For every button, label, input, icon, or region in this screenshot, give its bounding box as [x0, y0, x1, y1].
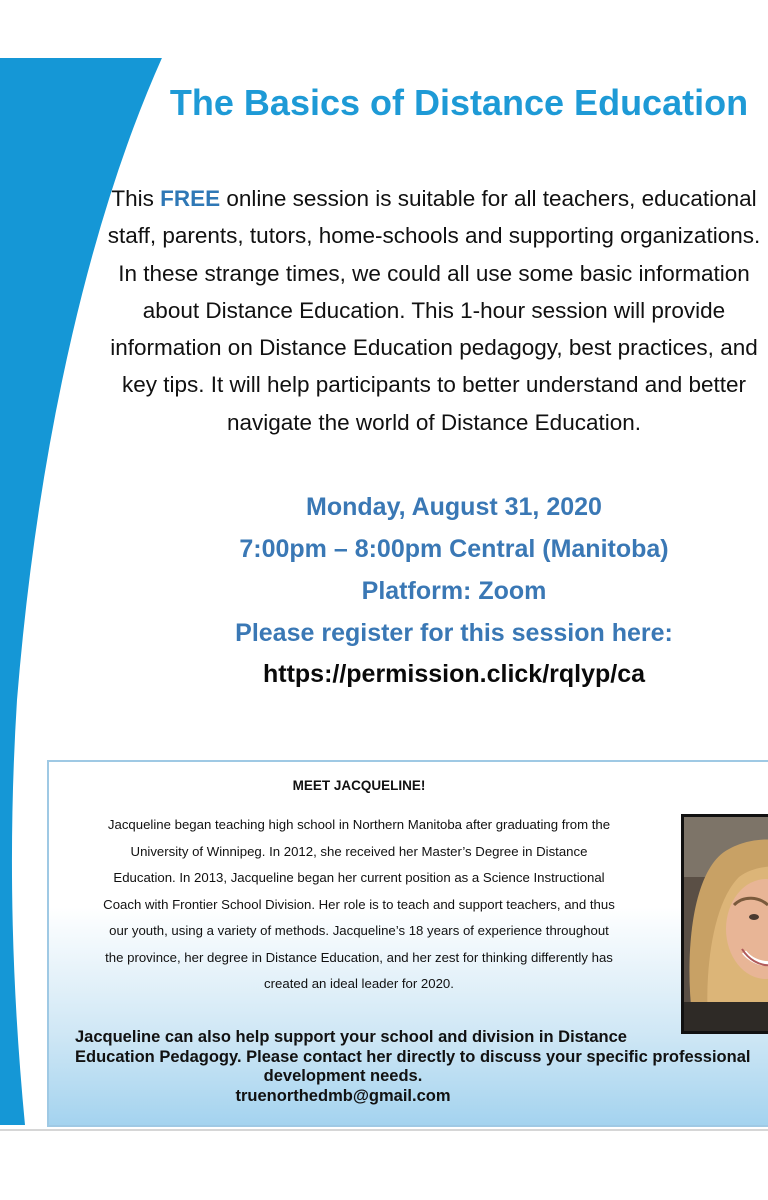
register-prompt: Please register for this session here:: [235, 619, 673, 647]
bio-heading: MEET JACQUELINE!: [292, 778, 426, 793]
intro-line-1-pre: This: [111, 186, 161, 211]
bio-line: Education. In 2013, Jacqueline began her current position as a Science Instructional: [113, 870, 605, 885]
cta-line-1: Jacqueline can also help support your school and division in Distance: [75, 1028, 627, 1046]
intro-line-7: navigate the world of Distance Education.: [227, 409, 641, 435]
intro-line-1-post: online session is suitable for all teachers, educational: [220, 186, 757, 211]
portrait-illustration: [684, 817, 768, 1031]
bio-line: University of Winnipeg. In 2012, she received her Master’s Degree in Distance: [130, 843, 588, 859]
cta-line-3: development needs.: [263, 1067, 423, 1085]
page-title: The Basics of Distance Education: [169, 82, 749, 123]
event-time: 7:00pm – 8:00pm Central (Manitoba): [239, 535, 669, 563]
bio-line: Coach with Frontier School Division. Her role is to teach and support teachers, and thus: [103, 896, 615, 912]
intro-line-6: key tips. It will help participants to better understand and better: [121, 372, 747, 398]
intro-line-4: about Distance Education. This 1-hour session will provide: [142, 297, 726, 323]
registration-link[interactable]: https://permission.click/rqlyp/ca: [262, 660, 646, 688]
bio-line: our youth, using a variety of methods. Jacqueline’s 18 years of experience throughout: [109, 923, 609, 938]
cta-line-2: Education Pedagogy. Please contact her directly to discuss your specific professional: [75, 1047, 751, 1066]
contact-email[interactable]: truenorthedmb@gmail.com: [235, 1086, 451, 1105]
bio-line: the province, her degree in Distance Education, and her zest for thinking differently has: [105, 949, 613, 965]
event-date: Monday, August 31, 2020: [306, 493, 602, 521]
bio-paragraph: [63, 812, 655, 998]
jacqueline-photo: [681, 814, 768, 1034]
intro-line-1: [100, 180, 768, 217]
free-emphasis: FREE: [160, 186, 221, 211]
bio-line: Jacqueline began teaching high school in Northern Manitoba after graduating from the: [107, 817, 611, 832]
bio-line: created an ideal leader for 2020.: [264, 976, 454, 991]
event-details: [140, 486, 768, 654]
intro-paragraph: [100, 180, 768, 441]
intro-line-5: information on Distance Education pedagogy, best practices, and: [110, 335, 758, 361]
event-platform: Platform: Zoom: [361, 577, 547, 605]
intro-line-3: In these strange times, we could all use some basic information: [118, 260, 750, 286]
contact-callout: [63, 1028, 768, 1106]
bio-box: [47, 760, 768, 1127]
intro-line-2: staff, parents, tutors, home-schools and supporting organizations.: [107, 223, 761, 249]
